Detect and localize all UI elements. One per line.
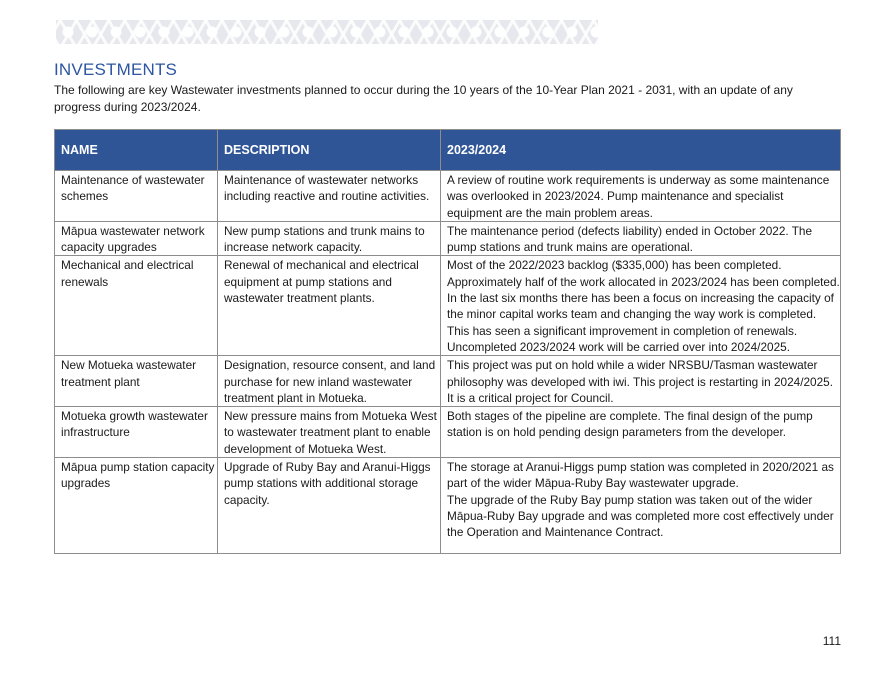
table-row bbox=[55, 407, 841, 458]
page-number: 111 bbox=[822, 634, 841, 648]
cell-name: Mechanical and electrical renewals bbox=[55, 256, 218, 356]
cell-update: The storage at Aranui-Higgs pump station was completed in 2020/2021 as part of the wider Māpua-Ruby Bay wastewater upgrade. The upgrade of the Ruby Bay pump station was taken out of the wider Māpua-Ruby Bay upgrade and was completed more cost effectively under the Operation and Maintenance Contract. bbox=[441, 458, 841, 554]
investments-table bbox=[54, 129, 841, 554]
cell-update: Most of the 2022/2023 backlog ($335,000) has been completed. Approximately half of the work allocated in 2023/2024 has been completed. In the last six months there has been a focus on increasing the capacity of the minor capital works team and changing the way work is completed. This has seen a significant improvement in completion of renewals. Uncompleted 2023/2024 work will be carried over into 2024/2025. bbox=[441, 256, 841, 356]
cell-name: New Motueka wastewater treatment plant bbox=[55, 356, 218, 407]
table-body bbox=[55, 171, 841, 554]
cell-update: Both stages of the pipeline are complete. The final design of the pump station is on hold pending design parameters from the developer. bbox=[441, 407, 841, 458]
section-title: INVESTMENTS bbox=[54, 60, 178, 79]
table-row bbox=[55, 256, 841, 356]
table-row bbox=[55, 221, 841, 256]
column-header-description: DESCRIPTION bbox=[218, 130, 441, 171]
cell-description: Renewal of mechanical and electrical equipment at pump stations and wastewater treatment plants. bbox=[218, 256, 441, 356]
column-header-2023-2024: 2023/2024 bbox=[441, 130, 841, 171]
intro-paragraph: The following are key Wastewater investments planned to occur during the 10 years of the 10-Year Plan 2021 - 2031, with an update of any progress during 2023/2024. bbox=[54, 83, 793, 114]
table-header bbox=[55, 130, 841, 171]
table-row bbox=[55, 458, 841, 554]
cell-update: The maintenance period (defects liability) ended in October 2022. The pump stations and trunk mains are operational. bbox=[441, 221, 841, 256]
cell-description: Maintenance of wastewater networks including reactive and routine activities. bbox=[218, 171, 441, 222]
cell-update: A review of routine work requirements is underway as some maintenance was overlooked in 2023/2024. Pump maintenance and specialist equipment are the main problem areas. bbox=[441, 171, 841, 222]
cell-name: Māpua pump station capacity upgrades bbox=[55, 458, 218, 554]
cell-name: Maintenance of wastewater schemes bbox=[55, 171, 218, 222]
table-row bbox=[55, 171, 841, 222]
cell-name: Māpua wastewater network capacity upgrades bbox=[55, 221, 218, 256]
table-header-row bbox=[55, 130, 841, 171]
cell-name: Motueka growth wastewater infrastructure bbox=[55, 407, 218, 458]
table-row bbox=[55, 356, 841, 407]
cell-update: This project was put on hold while a wider NRSBU/Tasman wastewater philosophy was developed with iwi. This project is restarting in 2024/2025. It is a critical project for Council. bbox=[441, 356, 841, 407]
cell-description: Designation, resource consent, and land purchase for new inland wastewater treatment plant in Motueka. bbox=[218, 356, 441, 407]
cell-description: New pump stations and trunk mains to increase network capacity. bbox=[218, 221, 441, 256]
cell-description: New pressure mains from Motueka West to wastewater treatment plant to enable development of Motueka West. bbox=[218, 407, 441, 458]
column-header-name: NAME bbox=[55, 130, 218, 171]
decorative-pattern-band bbox=[56, 20, 598, 44]
cell-description: Upgrade of Ruby Bay and Aranui-Higgs pump stations with additional storage capacity. bbox=[218, 458, 441, 554]
